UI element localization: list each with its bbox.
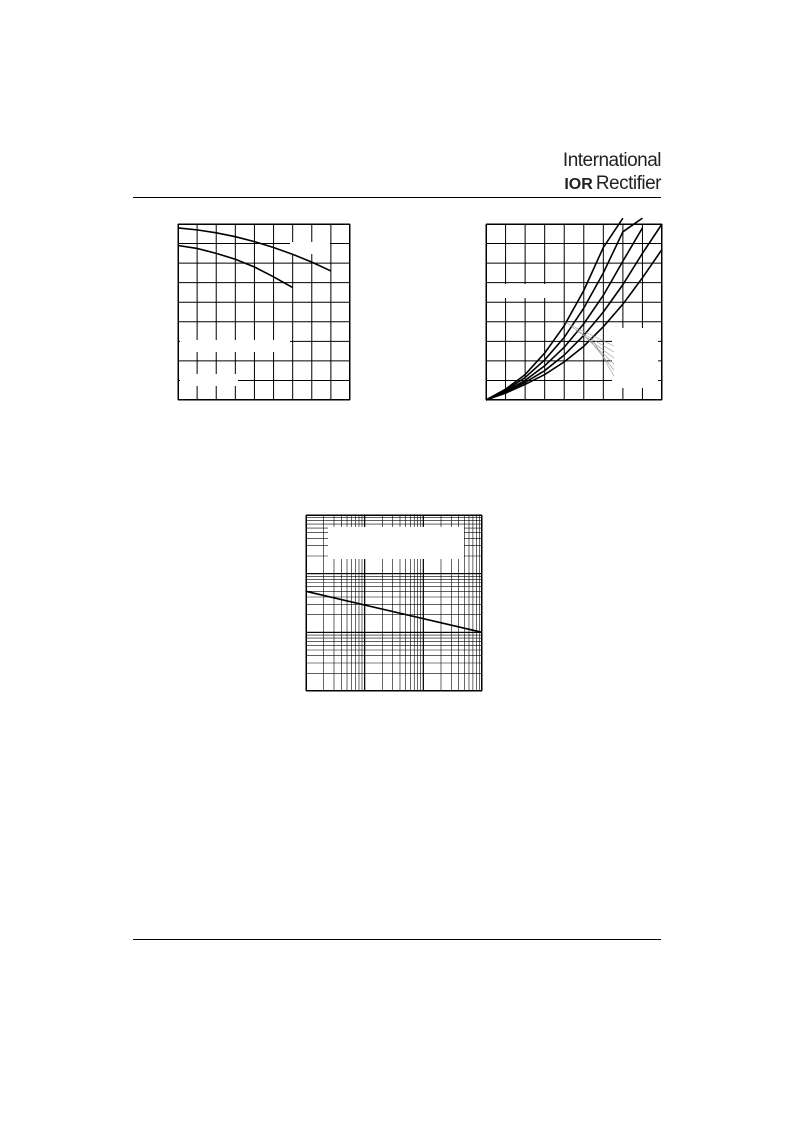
series-line-1 xyxy=(486,218,623,400)
legend-area xyxy=(612,328,658,388)
brand-wordmark-international: International xyxy=(562,150,661,171)
chart-center-log xyxy=(306,515,482,691)
legend-area xyxy=(290,242,330,254)
ior-logo: IOR xyxy=(564,176,593,193)
legend-area xyxy=(180,374,238,386)
legend-area xyxy=(490,284,554,298)
legend-area xyxy=(180,340,290,352)
annotation-leader xyxy=(594,342,614,376)
brand-wordmark-rectifier: Rectifier xyxy=(595,173,661,194)
annotation-leader xyxy=(564,322,614,346)
annotation-leader xyxy=(570,326,614,352)
chart-top-right xyxy=(486,224,662,400)
footer-rule xyxy=(133,939,661,940)
legend-area xyxy=(328,527,464,559)
chart-top-left xyxy=(178,224,350,400)
brand-wordmark-rectifier-row xyxy=(540,173,661,195)
header-rule xyxy=(133,197,661,198)
series-line-1 xyxy=(306,591,482,632)
